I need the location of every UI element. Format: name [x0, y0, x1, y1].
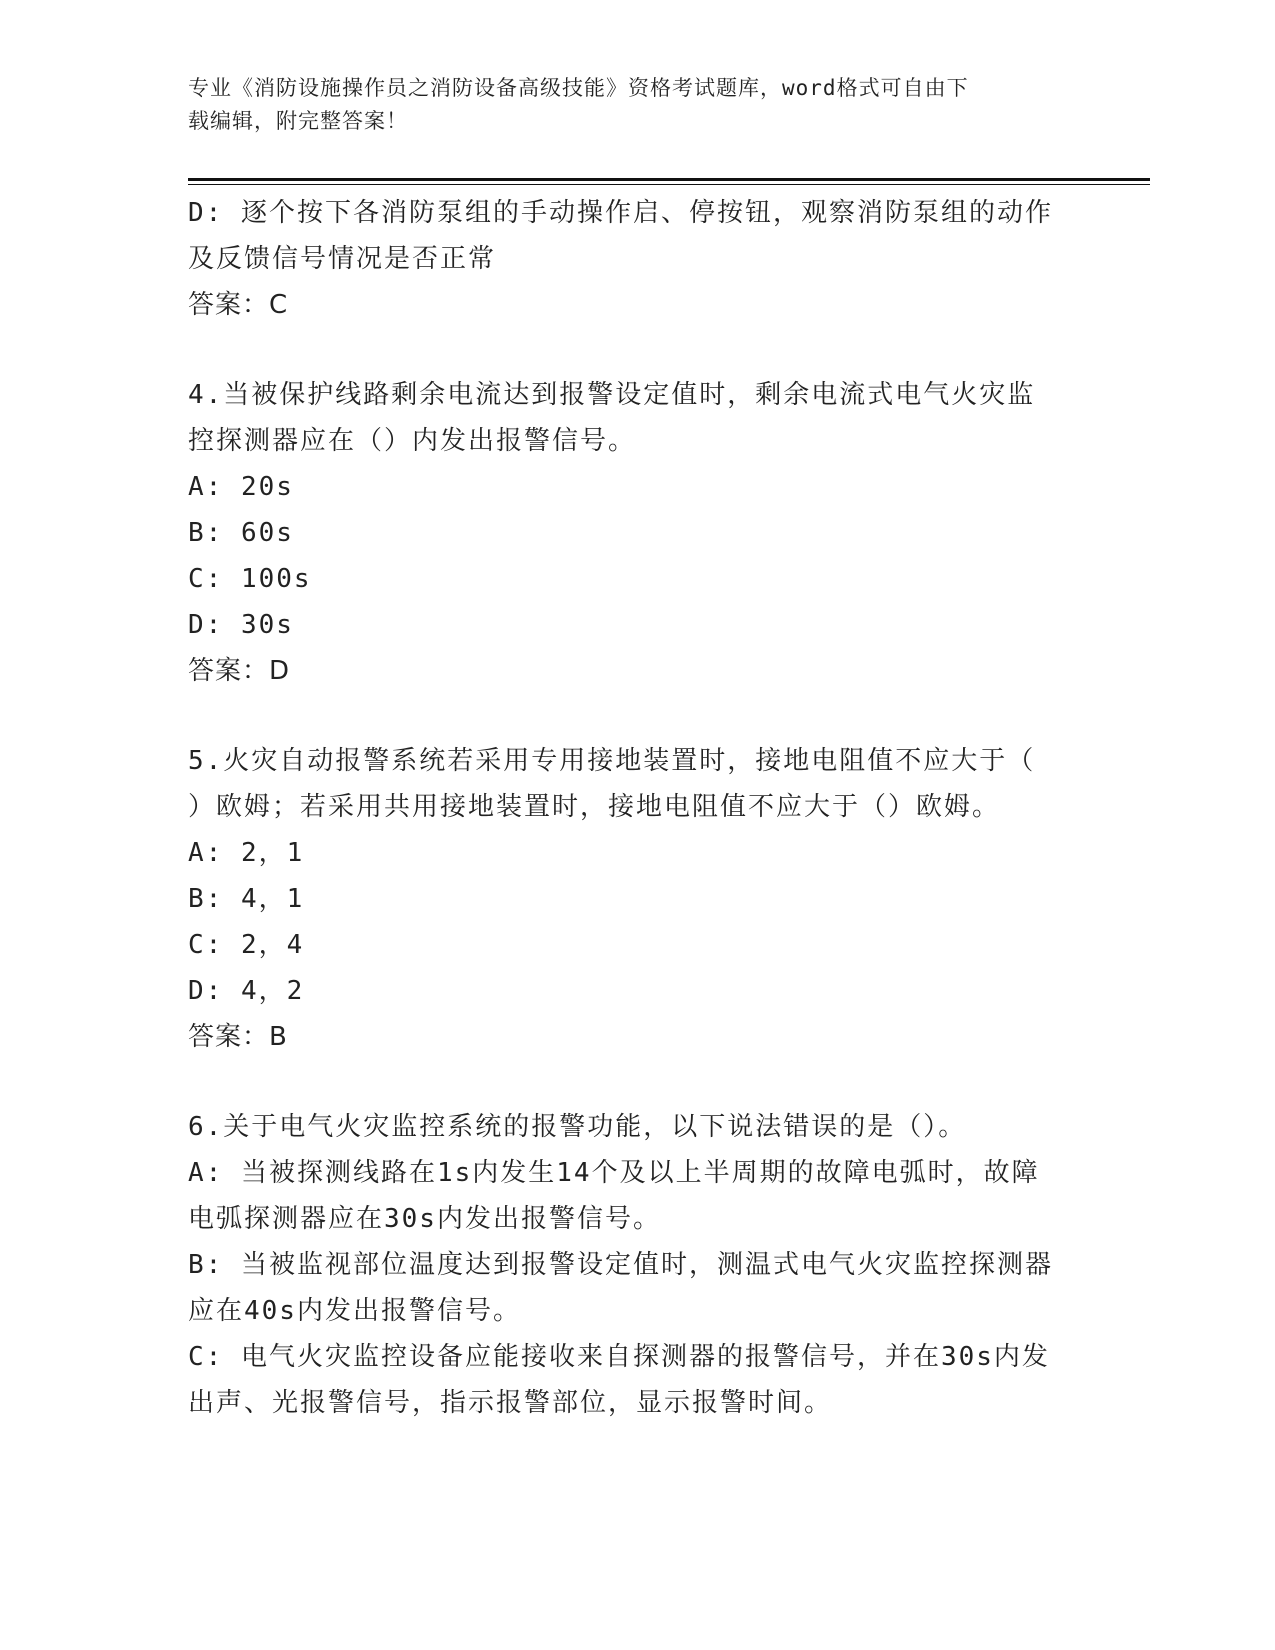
question-4: [188, 372, 1088, 694]
q3-option-d-line-2: 及反馈信号情况是否正常: [188, 244, 497, 274]
question-3-tail: [188, 190, 1088, 328]
q5-option-b: B: 4，1: [188, 884, 305, 914]
q4-option-c: C: 100s: [188, 564, 312, 594]
q4-option-b: B: 60s: [188, 518, 294, 548]
q6-option-a-line-2: 电弧探测器应在30s内发出报警信号。: [188, 1204, 661, 1234]
q6-stem-line-1: 6.关于电气火灾监控系统的报警功能，以下说法错误的是（）。: [188, 1112, 967, 1142]
header-divider-thick: [188, 178, 1150, 181]
header-line-2: 载编辑，附完整答案！: [188, 109, 408, 133]
header-divider-thin: [188, 184, 1150, 185]
q5-answer: 答案：B: [188, 1022, 288, 1052]
q4-stem-line-1: 4.当被保护线路剩余电流达到报警设定值时，剩余电流式电气火灾监: [188, 380, 1036, 410]
question-content: [188, 190, 1088, 1426]
q6-option-c-line-1: C: 电气火灾监控设备应能接收来自探测器的报警信号，并在30s内发: [188, 1342, 1050, 1372]
q6-option-b-line-1: B: 当被监视部位温度达到报警设定值时，测温式电气火灾监控探测器: [188, 1250, 1053, 1280]
spacer: [188, 694, 1088, 738]
page-header: [188, 72, 1078, 138]
q4-option-a: A: 20s: [188, 472, 294, 502]
q3-answer: 答案：C: [188, 290, 289, 320]
question-6: [188, 1104, 1088, 1426]
q3-option-d-line-1: D: 逐个按下各消防泵组的手动操作启、停按钮，观察消防泵组的动作: [188, 198, 1053, 228]
spacer: [188, 1060, 1088, 1104]
q5-option-a: A: 2，1: [188, 838, 305, 868]
q4-answer: 答案：D: [188, 656, 291, 686]
q6-option-c-line-2: 出声、光报警信号，指示报警部位，显示报警时间。: [188, 1388, 833, 1418]
q5-option-c: C: 2，4: [188, 930, 305, 960]
q6-option-b-line-2: 应在40s内发出报警信号。: [188, 1296, 521, 1326]
q5-stem-line-1: 5.火灾自动报警系统若采用专用接地装置时，接地电阻值不应大于（: [188, 746, 1036, 776]
q5-option-d: D: 4，2: [188, 976, 305, 1006]
q4-stem-line-2: 控探测器应在（）内发出报警信号。: [188, 426, 637, 456]
q6-option-a-line-1: A: 当被探测线路在1s内发生14个及以上半周期的故障电弧时，故障: [188, 1158, 1040, 1188]
header-line-1: 专业《消防设施操作员之消防设备高级技能》资格考试题库，word格式可自由下: [188, 76, 969, 100]
q5-stem-line-2: ）欧姆；若采用共用接地装置时，接地电阻值不应大于（）欧姆。: [188, 792, 1001, 822]
q4-option-d: D: 30s: [188, 610, 294, 640]
question-5: [188, 738, 1088, 1060]
spacer: [188, 328, 1088, 372]
